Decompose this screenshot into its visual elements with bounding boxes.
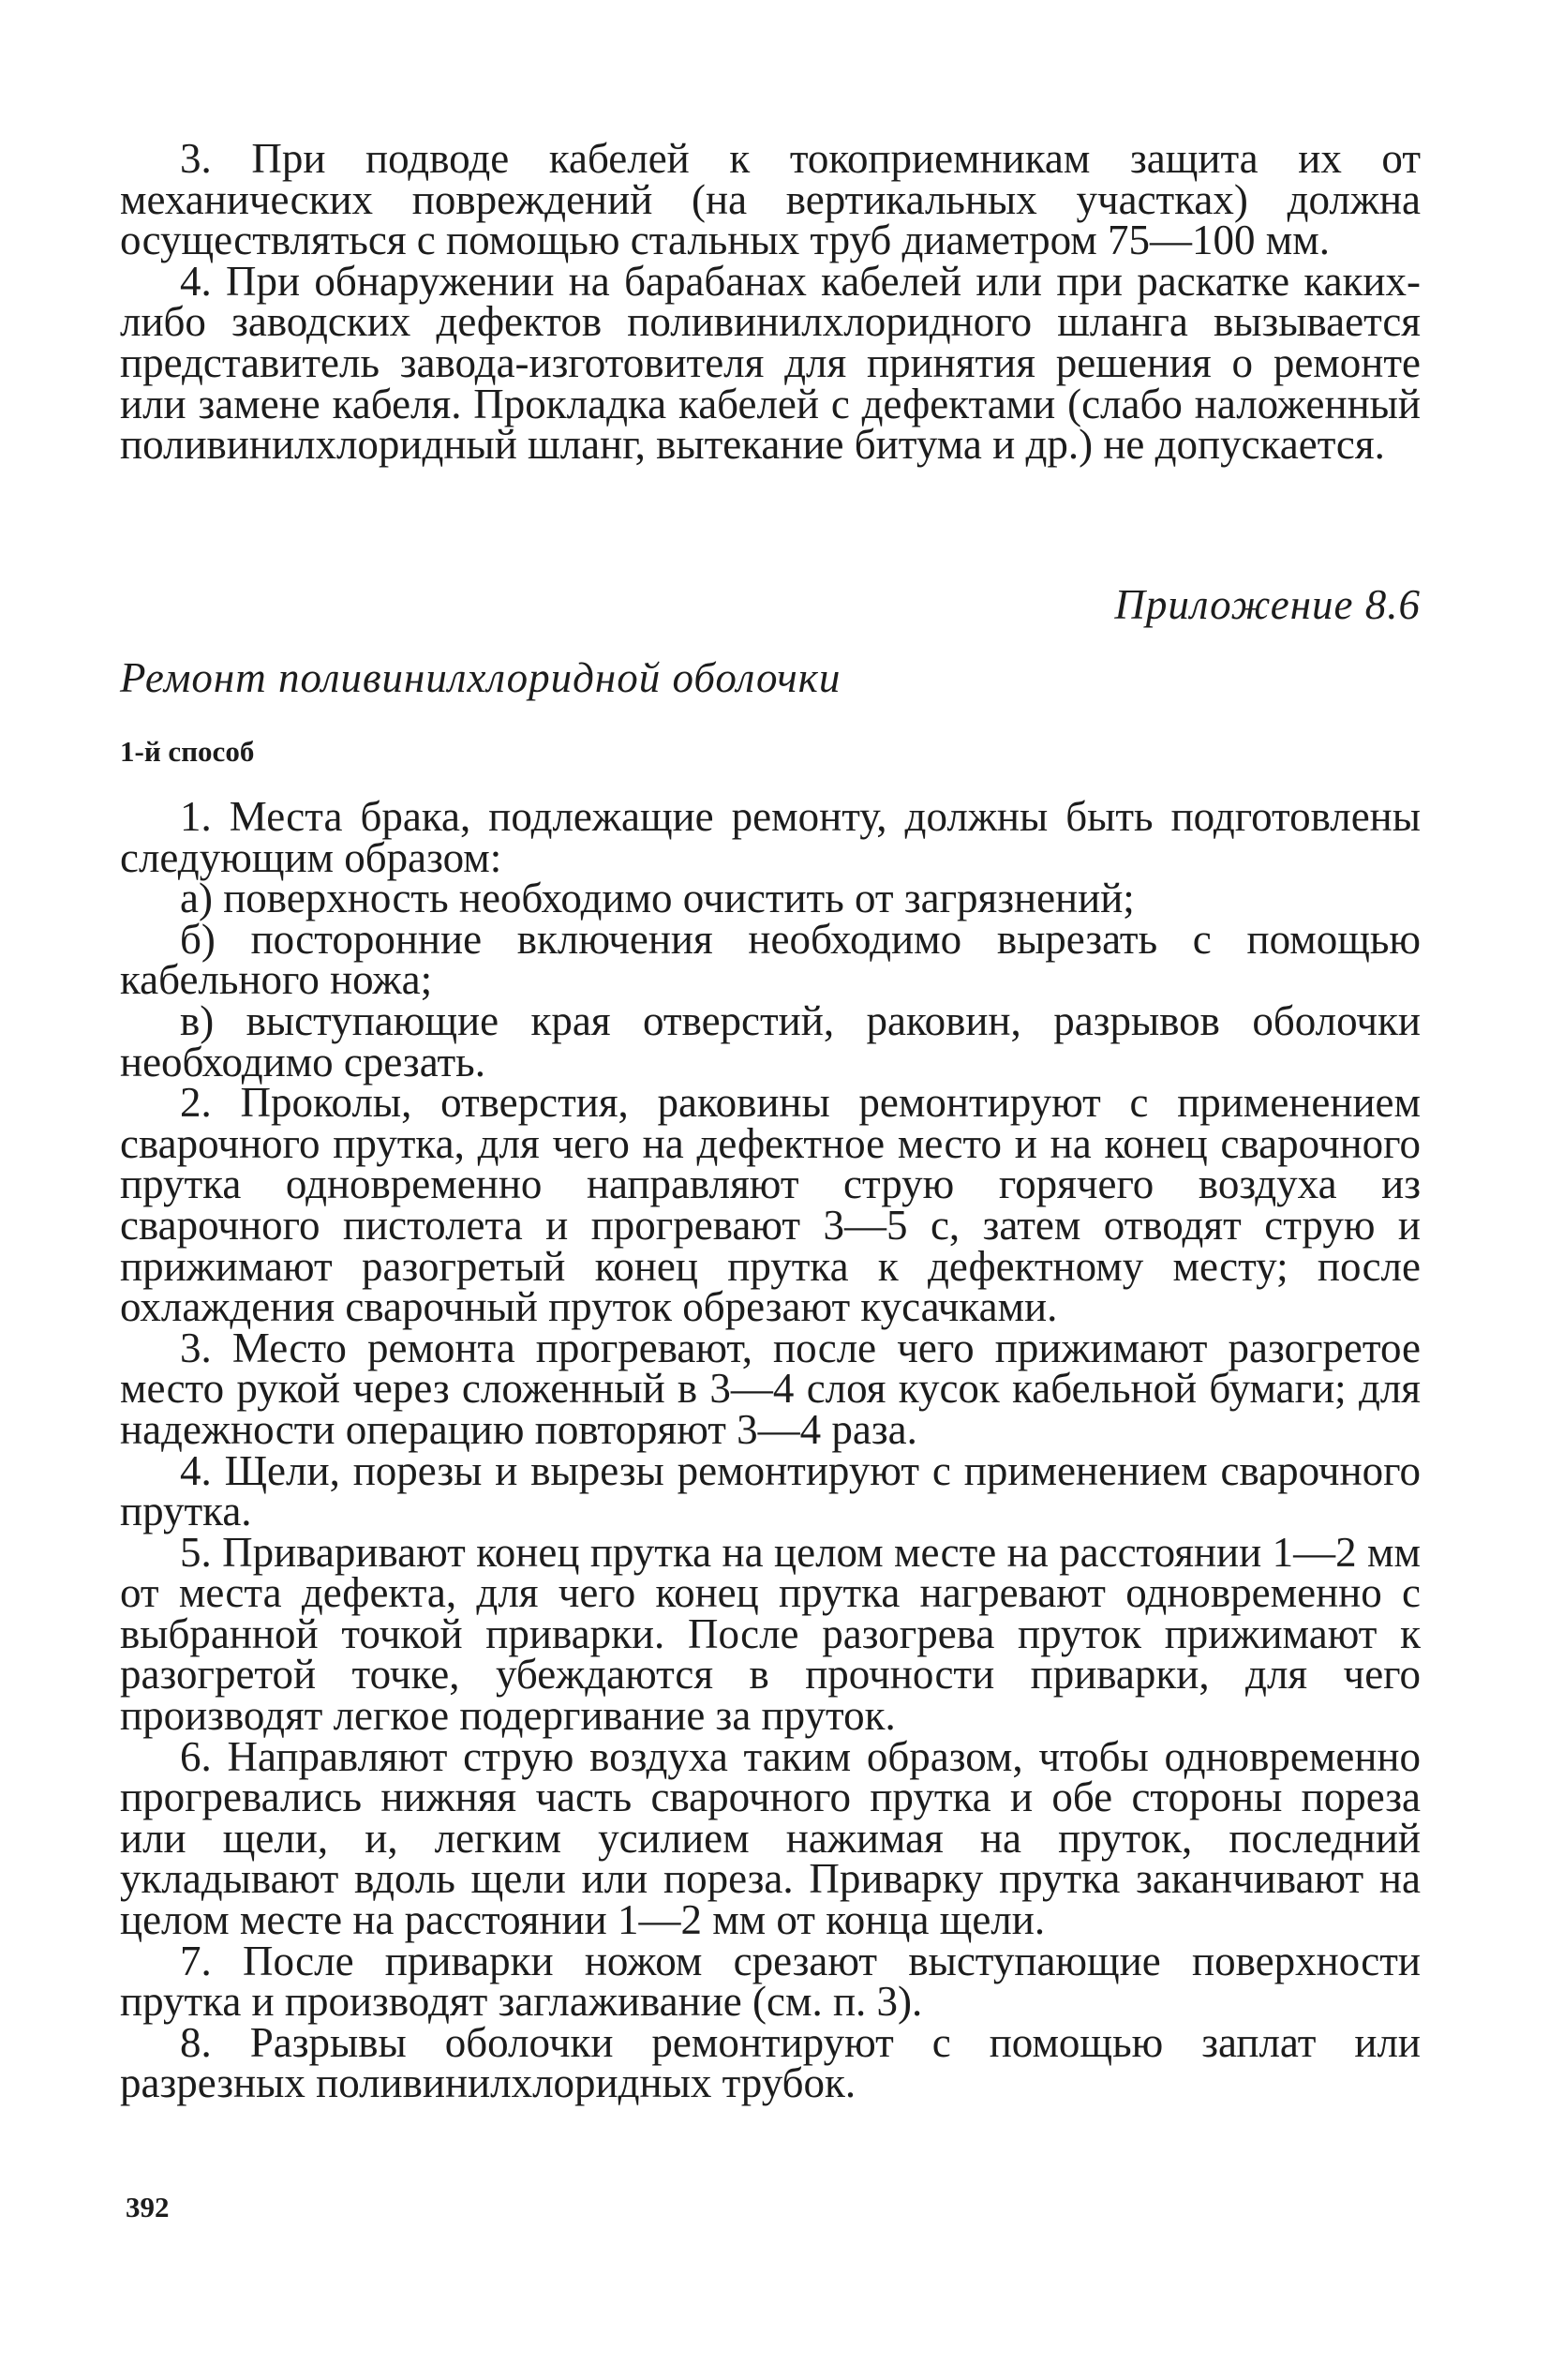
paragraph-6: 6. Направляют струю воздуха таким образом, чтобы одновременно прогревались нижняя часть сварочного прутка и обе стороны пореза или щели, и, легким усилием нажимая на пруток, последний укладывают вдоль щели или пореза. Приварку прутка заканчивают на целом месте на расстоянии 1—2 мм от конца щели. (120, 1732, 1421, 1944)
paragraph-1: 1. Места брака, подлежащие ремонту, должны быть подготовлены следующим образом: (120, 793, 1421, 881)
paragraph-2: 2. Проколы, отверстия, раковины ремонтируют с применением сварочного прутка, для чего на дефектное место и на конец сварочного прутка одновременно направляют струю горячего воздуха из сварочного пистолета и прогревают 3—5 с, затем отводят струю и прижимают разогретый конец прутка к дефектному месту; после охлаждения сварочный пруток обрезают кусачками. (120, 1079, 1421, 1331)
paragraph-1a: а) поверхность необходимо очистить от загрязнений; (180, 875, 1135, 922)
intro-paragraph-3: 3. При подводе кабелей к токоприемникам защита их от механических повреждений (на вертикальных участках) должна осуществляться с помощью стальных труб диаметром 75—100 мм. (120, 135, 1421, 264)
paragraph-7: 7. После приварки ножом срезают выступающие поверхности прутка и производят заглаживание (см. п. 3). (120, 1937, 1421, 2026)
paragraph-8: 8. Разрывы оболочки ремонтируют с помощью заплат или разрезных поливинилхлоридных трубок. (120, 2018, 1421, 2107)
page-number: 392 (126, 2191, 170, 2223)
appendix-label: Приложение 8.6 (1114, 581, 1421, 628)
method-label: 1-й способ (120, 735, 255, 768)
paragraph-5: 5. Приваривают конец прутка на целом месте на расстоянии 1—2 мм от места дефекта, для чего конец прутка нагревают одновременно с выбранной точкой приварки. После разогрева пруток прижимают к разогретой точке, убеждаются в прочности приварки, для чего производят легкое подергивание за пруток. (120, 1528, 1421, 1740)
intro-paragraph-4: 4. При обнаружении на барабанах кабелей или при раскатке каких-либо заводских дефектов поливинилхлоридного шланга вызывается представитель завода-изготовителя для принятия решения о ремонте или замене кабеля. Прокладка кабелей с дефектами (слабо наложенный поливинилхлоридный шланг, вытекание битума и др.) не допускается. (120, 257, 1421, 469)
paragraph-1b: б) посторонние включения необходимо вырезать с помощью кабельного ножа; (120, 915, 1421, 1004)
section-title: Ремонт поливинилхлоридной оболочки (120, 654, 842, 701)
paragraph-4: 4. Щели, порезы и вырезы ремонтируют с применением сварочного прутка. (120, 1446, 1421, 1535)
paragraph-1c: в) выступающие края отверстий, раковин, разрывов оболочки необходимо срезать. (120, 996, 1421, 1085)
intro-text-block (120, 135, 1421, 469)
main-text-block (120, 793, 1421, 2107)
paragraph-3: 3. Место ремонта прогревают, после чего прижимают разогретое место рукой через сложенный в 3—4 слоя кусок кабельной бумаги; для надежности операцию повторяют 3—4 раза. (120, 1324, 1421, 1453)
